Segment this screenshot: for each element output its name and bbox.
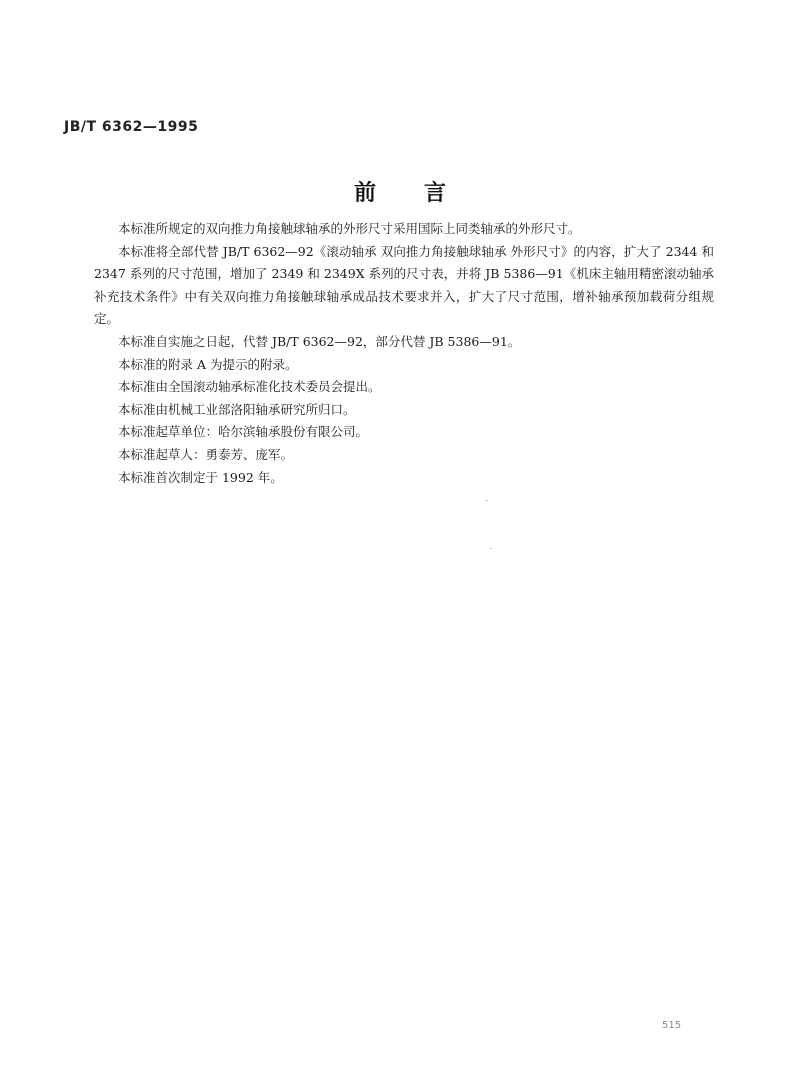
- page-number: 515: [662, 1020, 682, 1031]
- scan-speck: [490, 548, 492, 549]
- paragraph: 本标准的附录 A 为提示的附录。: [118, 356, 298, 372]
- paragraph: 本标准自实施之日起，代替 JB/T 6362—92，部分代替 JB 5386—91。: [118, 333, 521, 349]
- paragraph: 本标准起草单位：哈尔滨轴承股份有限公司。: [118, 424, 369, 440]
- paragraph: 本标准起草人：勇泰芳、庞军。: [118, 446, 294, 462]
- paragraph: 本标准由机械工业部洛阳轴承研究所归口。: [118, 401, 356, 417]
- foreword-body: [94, 218, 714, 489]
- paragraph: 本标准首次制定于 1992 年。: [118, 469, 283, 485]
- standard-code: JB/T 6362—1995: [64, 119, 199, 135]
- scan-speck: [486, 500, 488, 501]
- paragraph: 本标准将全部代替 JB/T 6362—92《滚动轴承 双向推力角接触球轴承 外形尺寸》的内容，扩大了 2344 和 2347 系列的尺寸范围，增加了 2349 和 2349X 系列的尺寸表，并将 JB 5386—91《机床主轴用精密滚动轴承补充技术条件》中有关双向推力角接触球轴承成品技术要求并入，扩大了尺寸范围，增补轴承预加载荷分组规定。: [94, 243, 714, 327]
- page-title: 前言: [353, 181, 494, 206]
- paragraph: 本标准由全国滚动轴承标准化技术委员会提出。: [118, 379, 381, 395]
- paragraph: 本标准所规定的双向推力角接触球轴承的外形尺寸采用国际上同类轴承的外形尺寸。: [118, 221, 581, 236]
